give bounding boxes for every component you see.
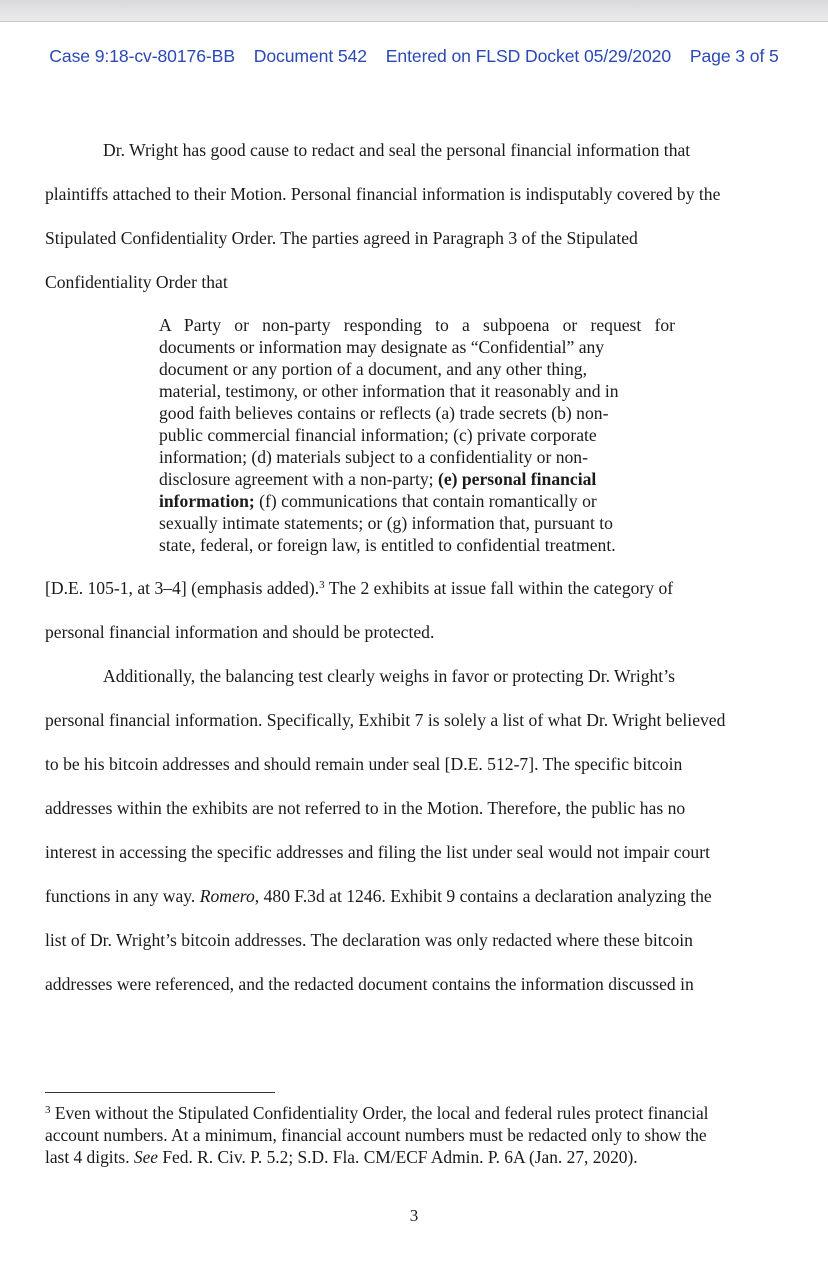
- text-line: Dr. Wright has good cause to redact and seal the personal financial information that: [103, 140, 691, 160]
- quote-line: document or any portion of a document, and any other thing,: [159, 359, 588, 379]
- footnote-line: [45, 1146, 785, 1168]
- quote-line: material, testimony, or other information that it reasonably and in: [159, 381, 619, 401]
- text-segment: functions in any way.: [45, 886, 200, 906]
- text-line: Stipulated Confidentiality Order. The parties agreed in Paragraph 3 of the Stipulated: [45, 228, 638, 248]
- text-segment: The 2 exhibits at issue fall within the category of: [324, 578, 674, 598]
- quote-line: state, federal, or foreign law, is entitled to confidential treatment.: [159, 535, 616, 555]
- citation-text: [D.E. 105-1, at 3–4] (emphasis added).: [45, 578, 320, 598]
- emphasis-text: (e) personal financial: [437, 469, 597, 489]
- text-line: [45, 566, 791, 610]
- text-line: addresses were referenced, and the redacted document contains the information discussed in: [45, 974, 694, 994]
- page-number: 3: [409, 1206, 419, 1225]
- text-line: personal financial information. Specifically, Exhibit 7 is solely a list of what Dr. Wright believed: [45, 710, 726, 730]
- paragraph-good-cause: [45, 128, 791, 304]
- page-indicator: Page 3 of 5: [689, 46, 779, 66]
- case-number: Case 9:18-cv-80176-BB: [49, 46, 235, 66]
- emphasis-text: information;: [159, 491, 255, 511]
- text-segment: , 480 F.3d at 1246. Exhibit 9 contains a declaration analyzing the: [254, 886, 712, 906]
- signal-word: See: [133, 1147, 159, 1167]
- text-line: personal financial information and should be protected.: [45, 622, 435, 642]
- text-line: Confidentiality Order that: [45, 272, 228, 292]
- viewer-top-divider: [0, 21, 828, 22]
- block-quote: [159, 314, 675, 556]
- footnote-line: account numbers. At a minimum, financial account numbers must be redacted only to show the: [45, 1125, 707, 1145]
- paragraph-balancing-test: [45, 654, 791, 1006]
- paragraph-citation: [45, 566, 791, 654]
- footnote-divider: [45, 1092, 275, 1093]
- footnote-reference[interactable]: 3: [319, 579, 325, 591]
- footnote-number: 3: [45, 1104, 51, 1116]
- footnote: [45, 1102, 785, 1168]
- quote-line: A Party or non-party responding to a subpoena or request for: [159, 315, 675, 335]
- quote-line: public commercial financial information; (c) private corporate: [159, 425, 597, 445]
- quote-line: [159, 490, 675, 512]
- quote-line: documents or information may designate as “Confidential” any: [159, 337, 605, 357]
- quote-text: disclosure agreement with a non-party;: [159, 469, 438, 489]
- quote-text: (f) communications that contain romantically or: [254, 491, 597, 511]
- footnote-text: Even without the Stipulated Confidentiality Order, the local and federal rules protect financial: [50, 1103, 709, 1123]
- quote-line: sexually intimate statements; or (g) information that, pursuant to: [159, 513, 613, 533]
- footnote-line: [45, 1102, 785, 1124]
- docket-header: [0, 46, 828, 67]
- text-line: addresses within the exhibits are not referred to in the Motion. Therefore, the public has no: [45, 798, 686, 818]
- docket-entry: Entered on FLSD Docket 05/29/2020: [385, 46, 672, 66]
- document-number: Document 542: [253, 46, 367, 66]
- case-name: Romero: [199, 886, 255, 906]
- quote-line: information; (d) materials subject to a confidentiality or non-: [159, 447, 588, 467]
- footnote-text: last 4 digits.: [45, 1147, 134, 1167]
- quote-line: good faith believes contains or reflects (a) trade secrets (b) non-: [159, 403, 609, 423]
- viewer-top-bar: [0, 0, 828, 22]
- quote-line: [159, 468, 675, 490]
- text-line: Additionally, the balancing test clearly weighs in favor or protecting Dr. Wright’s: [103, 666, 675, 686]
- text-line: [45, 874, 791, 918]
- text-line: interest in accessing the specific addresses and filing the list under seal would not impair court: [45, 842, 710, 862]
- text-line: to be his bitcoin addresses and should remain under seal [D.E. 512-7]. The specific bitcoin: [45, 754, 683, 774]
- text-line: plaintiffs attached to their Motion. Personal financial information is indisputably covered by the: [45, 184, 721, 204]
- text-line: list of Dr. Wright’s bitcoin addresses. The declaration was only redacted where these bitcoin: [45, 930, 693, 950]
- footnote-text: Fed. R. Civ. P. 5.2; S.D. Fla. CM/ECF Admin. P. 6A (Jan. 27, 2020).: [158, 1147, 638, 1167]
